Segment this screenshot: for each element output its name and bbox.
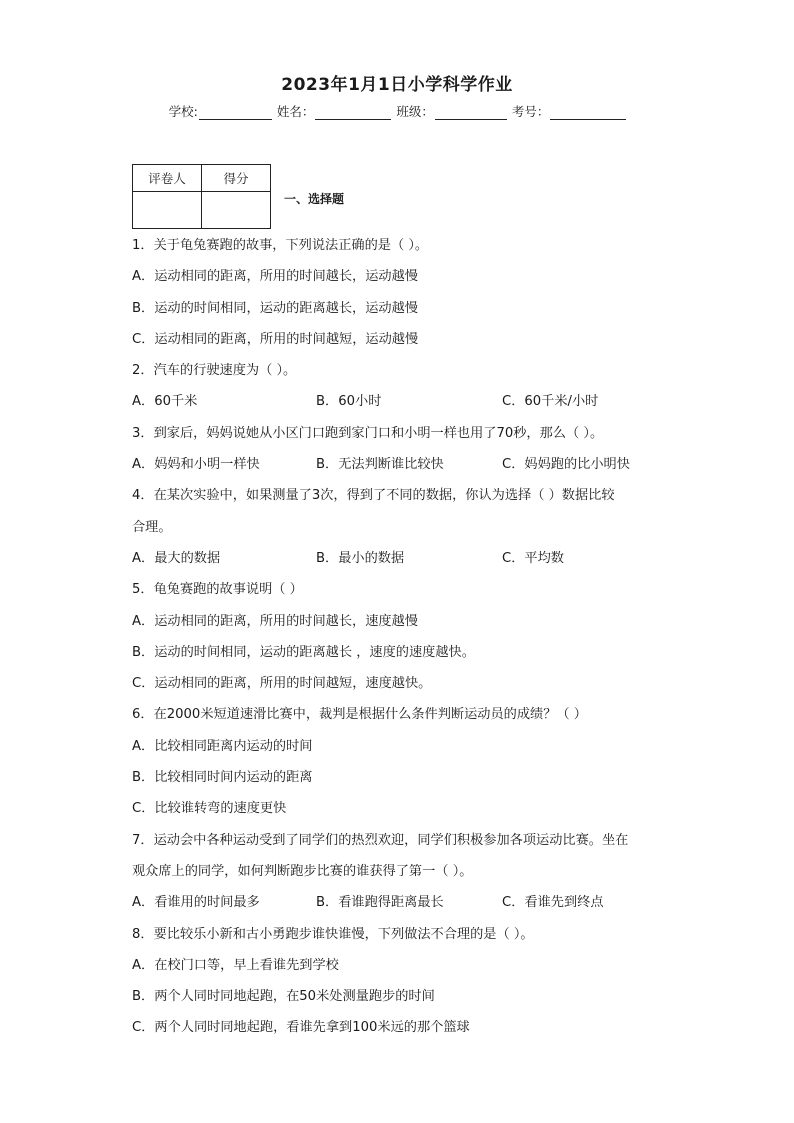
option-a[interactable]: A．运动相同的距离，所用的时间越长，运动越慢 [132,269,418,285]
page-title: 2023年1月1日小学科学作业 [281,75,513,95]
option-row [132,887,672,918]
score-cell[interactable] [202,192,271,229]
student-info-line [0,102,794,120]
option-c[interactable]: C．两个人同时同地起跑，看谁先拿到100米远的那个篮球 [132,1020,470,1036]
question-stem: 6．在2000米短道速滑比赛中，裁判是根据什么条件判断运动员的成绩？（ ） [132,707,587,723]
question-3 [132,418,672,481]
question-2 [132,355,672,418]
option-b[interactable]: B．运动的时间相同，运动的距离越长 ，速度的速度越快。 [132,644,475,660]
option-b[interactable]: B．比较相同时间内运动的距离 [132,770,313,786]
option-b[interactable]: B．看谁跑得距离最长 [316,895,444,911]
option-a[interactable]: A．运动相同的距离，所用的时间越长，速度越慢 [132,613,418,629]
grader-header: 评卷人 [133,165,202,192]
question-stem: 5．龟兔赛跑的故事说明（ ） [132,582,303,598]
option-a[interactable]: A．看谁用的时间最多 [132,895,260,911]
option-b[interactable]: B．两个人同时同地起跑，在50米处测量跑步的时间 [132,989,435,1005]
question-8 [132,919,672,1044]
option-b[interactable]: B．最小的数据 [316,550,405,566]
question-7 [132,825,672,919]
section-title: 一、选择题 [284,192,345,206]
question-stem: 4．在某次实验中，如果测量了3次，得到了不同的数据，你认为选择（ ）数据比较 [132,488,615,504]
question-stem: 观众席上的同学，如何判断跑步比赛的谁获得了第一（ ）。 [132,863,473,879]
score-header: 得分 [202,165,271,192]
question-stem: 1．关于龟兔赛跑的故事，下列说法正确的是（ ）。 [132,238,429,253]
question-stem: 2．汽车的行驶速度为（ ）。 [132,363,297,379]
score-table [132,164,271,229]
option-a[interactable]: A．比较相同距离内运动的时间 [132,738,313,754]
option-c[interactable]: C．妈妈跑的比小明快 [502,457,630,473]
option-a[interactable]: A．60千米 [132,394,198,410]
question-stem: 7．运动会中各种运动受到了同学们的热烈欢迎，同学们积极参加各项运动比赛。坐在 [132,832,629,848]
grader-cell[interactable] [133,192,202,229]
name-label: 姓名： [276,104,315,119]
question-6 [132,699,672,824]
exam-no-field[interactable] [550,105,626,120]
option-c[interactable]: C．看谁先到终点 [502,895,604,911]
exam-no-label: 考号： [511,104,550,119]
option-c[interactable]: C．平均数 [502,550,564,566]
option-a[interactable]: A．在校门口等，早上看谁先到学校 [132,957,339,973]
option-b[interactable]: B．运动的时间相同，运动的距离越长，运动越慢 [132,300,418,316]
option-a[interactable]: A．最大的数据 [132,550,221,566]
option-c[interactable]: C．运动相同的距离，所用的时间越短，速度越快。 [132,676,432,692]
option-c[interactable]: C．60千米/小时 [502,394,599,410]
option-b[interactable]: B．60小时 [316,394,382,410]
option-b[interactable]: B．无法判断谁比较快 [316,457,444,473]
class-field[interactable] [435,105,507,120]
question-1 [132,230,672,355]
class-label: 班级： [396,104,434,119]
option-c[interactable]: C．运动相同的距离，所用的时间越短，运动越慢 [132,331,419,347]
question-stem: 8．要比较乐小新和古小勇跑步谁快谁慢，下列做法不合理的是（ ）。 [132,926,534,942]
school-label: 学校: [168,104,198,119]
question-5 [132,574,672,699]
option-a[interactable]: A．妈妈和小明一样快 [132,457,260,473]
option-row [132,543,672,574]
question-4 [132,480,672,574]
option-row [132,449,672,480]
question-stem: 3．到家后，妈妈说她从小区门口跑到家门口和小明一样也用了70秒，那么（ ）。 [132,425,604,441]
option-c[interactable]: C．比较谁转弯的速度更快 [132,801,287,817]
question-list [132,230,672,1044]
name-field[interactable] [315,105,391,120]
question-stem: 合理。 [132,519,172,535]
school-field[interactable] [199,105,272,120]
option-row [132,386,672,417]
